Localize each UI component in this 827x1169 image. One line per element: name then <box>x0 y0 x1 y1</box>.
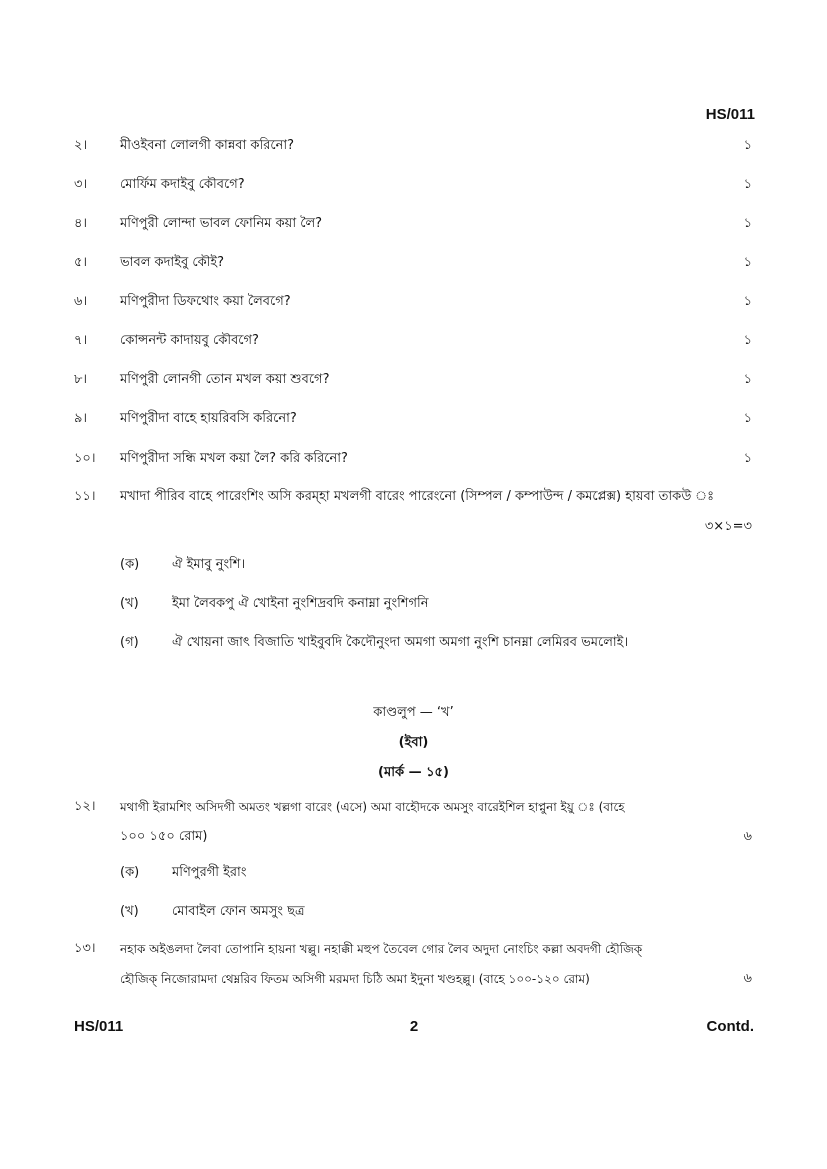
question-12 <box>74 792 754 852</box>
question-text: কোন্সনন্ট কাদায়বু কৌবগে? <box>120 333 259 348</box>
option-label: (ক) <box>120 865 140 880</box>
question-marks: ১ <box>743 411 752 426</box>
question-number: ৪। <box>74 216 88 231</box>
option-label: (খ) <box>120 904 139 919</box>
question-13 <box>74 934 754 994</box>
question-marks: ৩×১=৩ <box>704 519 752 534</box>
question-text: মখাদা পীরিব বাহে পারেংশিং অসি করম্হা মখলগী বারেং পারেংনো (সিম্পল / কম্পাউন্দ / কমপ্লেক্স) হায়বা তাকউ ঃ <box>120 489 715 504</box>
question-marks: ১ <box>743 451 752 466</box>
question-text: মোর্ফিম কদাইবু কৌবগে? <box>120 177 245 192</box>
option-text: ঐ খোয়না জাৎ বিজাতি খাইবুবদি কৈদৌনুংদা অমগা অমগা নুংশি চানম্না লেমিরব ভমলোই। <box>172 635 629 650</box>
question-11 <box>74 488 754 538</box>
option-text: ঐ ইমাবু নুংশি। <box>172 557 246 572</box>
question-text-line-2: ১০০ ১৫০ রোম) <box>120 829 208 844</box>
question-text: ভাবল কদাইবু কৌই? <box>120 255 225 270</box>
option-label: (ক) <box>120 557 140 572</box>
question-number: ৭। <box>74 333 88 348</box>
question-text: মণিপুরী লোনগী তোন মখল কয়া শুবগে? <box>120 372 330 387</box>
question-marks: ১ <box>743 294 752 309</box>
question-text: মণিপুরী লোন্দা ভাবল ফোনিম কয়া লৈ? <box>120 216 323 231</box>
footer-paper-code: HS/011 <box>74 1018 124 1035</box>
question-text: মণিপুরীদা বাহে হায়রিবসি করিনো? <box>120 411 297 426</box>
question-number: ১০। <box>74 451 96 466</box>
question-marks: ১ <box>743 177 752 192</box>
question-number: ২। <box>74 138 88 153</box>
question-number: ৮। <box>74 372 88 387</box>
question-marks: ১ <box>743 255 752 270</box>
question-marks: ৬ <box>743 829 752 844</box>
option-text: মোবাইল ফোন অমসুং ছত্র <box>172 904 305 919</box>
question-text-line-2: হৌজিক্ নিজোরামদা থেম্নরিব ফিতম অসিগী মরমদা চিঠি অমা ইদুনা খণ্ডহল্লু। (বাহে ১০০-১২০ রোম) <box>120 972 590 986</box>
paper-code-header: HS/011 <box>705 106 755 123</box>
question-text: মণিপুরীদা ডিফথোং কয়া লৈবগে? <box>120 294 291 309</box>
section-subtitle: (ইবা) <box>398 735 429 750</box>
question-marks: ১ <box>743 372 752 387</box>
option-text: ইমা লৈবকপু ঐ খোইনা নুংশিদ্রবদি কনাম্না নুংশিগনি <box>172 596 429 611</box>
question-text: মণিপুরীদা সন্ধি মখল কয়া লৈ? করি করিনো? <box>120 451 348 466</box>
question-marks: ১ <box>743 216 752 231</box>
section-title: কাণ্ডলুপ — ‘খ’ <box>373 705 454 720</box>
page-number: 2 <box>409 1018 419 1035</box>
question-number: ১৩। <box>74 941 96 956</box>
question-text: মীওইবনা লোলগী কান্নবা করিনো? <box>120 138 294 153</box>
question-number: ১২। <box>74 799 96 814</box>
question-marks: ১ <box>743 138 752 153</box>
section-marks: (মার্ক — ১৫) <box>378 765 449 780</box>
question-number: ৬। <box>74 294 88 309</box>
question-number: ৩। <box>74 177 88 192</box>
question-number: ৫। <box>74 255 88 270</box>
question-text-line-1: মথাগী ইরামশিং অসিদগী অমতং খল্লগা বারেং (এসে) অমা বাহৌদকে অমসুং বারেইশিল হাপ্নুনা ইয়ু ঃ (বাহে <box>120 800 625 814</box>
option-label: (খ) <box>120 596 139 611</box>
footer-continued: Contd. <box>706 1018 754 1035</box>
question-marks: ১ <box>743 333 752 348</box>
question-number: ৯। <box>74 411 88 426</box>
question-marks: ৬ <box>743 971 752 986</box>
option-text: মণিপুরগী ইরাং <box>172 865 247 880</box>
option-label: (গ) <box>120 635 139 650</box>
question-text-line-1: নহাক অইঙলদা লৈবা তোপানি হায়না খল্লু। নহাক্কী মহুপ তৈবেল গোর লৈব অদুদা নোংচিং কল্লা অবদগী হৌজিক্ <box>120 942 643 956</box>
question-number: ১১। <box>74 489 96 504</box>
